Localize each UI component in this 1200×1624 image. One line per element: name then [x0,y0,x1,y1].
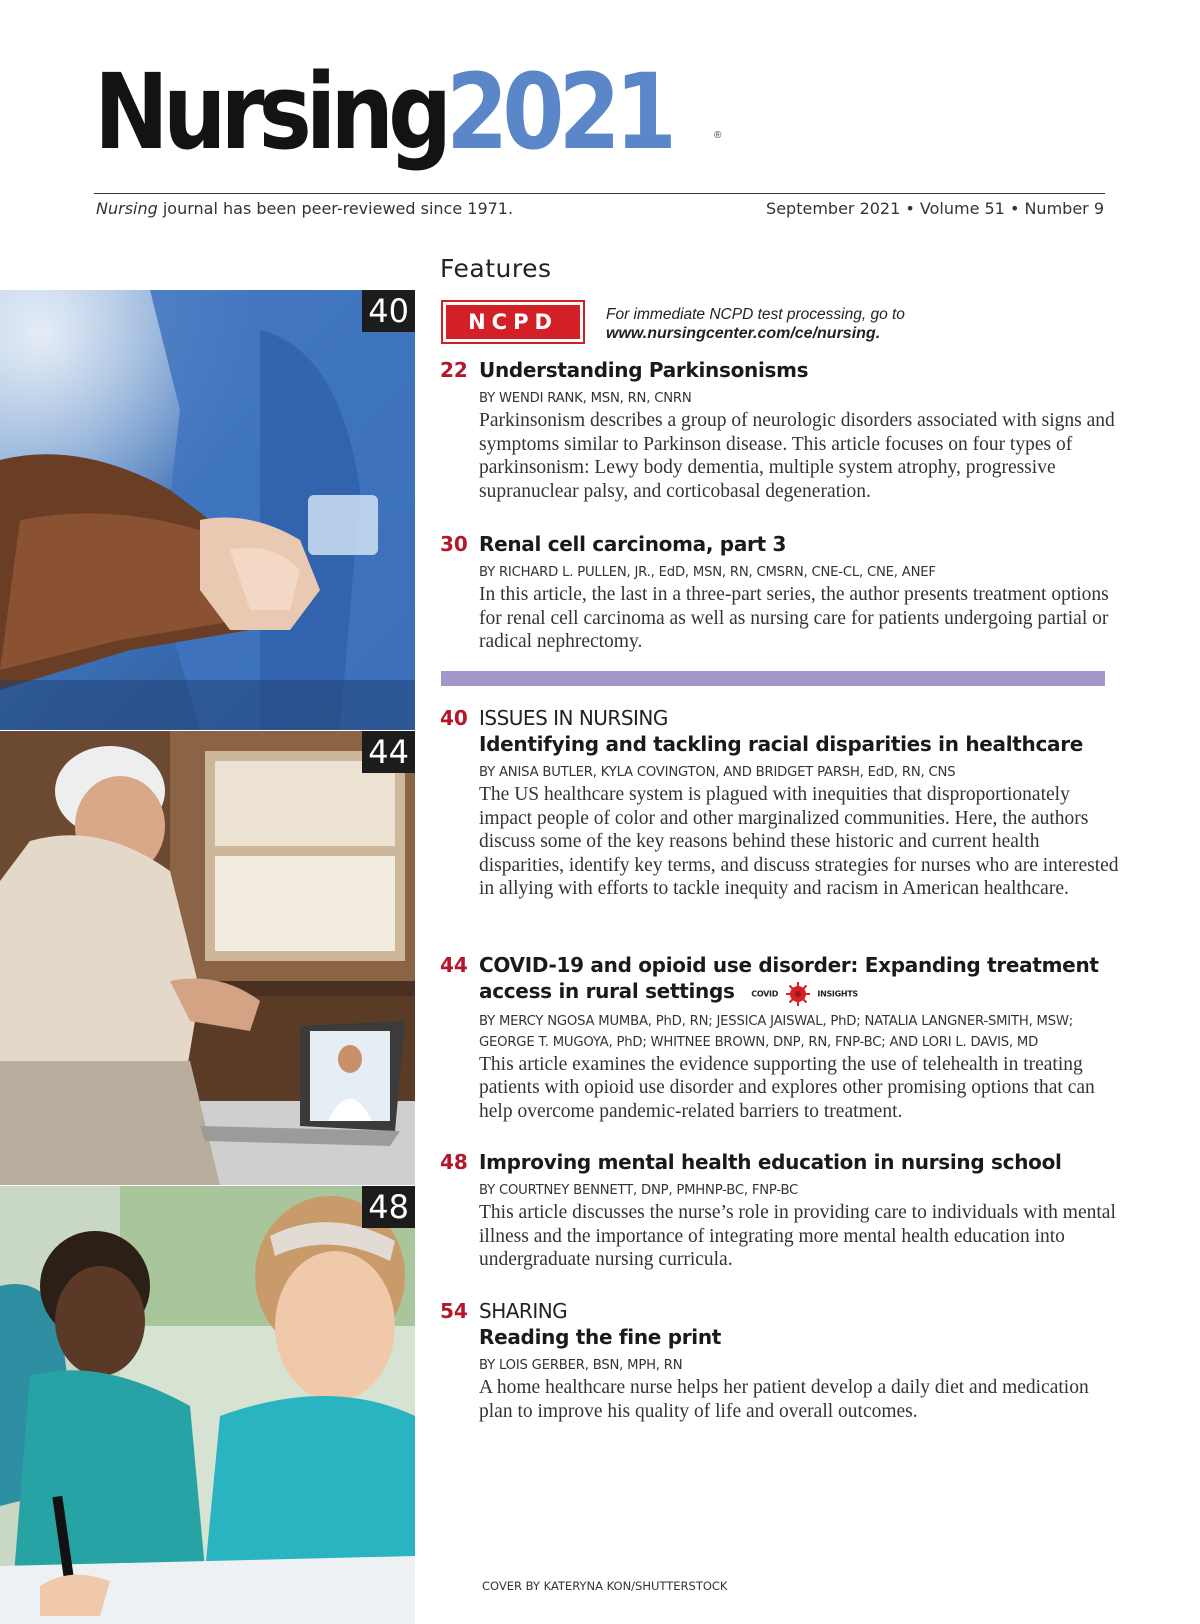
article-description: A home healthcare nurse helps her patient develop a daily diet and medication plan to improve his quality of life and overall outcomes. [479,1377,1089,1422]
article-byline: BY WENDI RANK, MSN, RN, CNRN [479,391,692,406]
logo-year: 2021 [446,51,671,173]
photo-page-number: 48 [362,1186,415,1228]
logo-wordmark [94,51,671,173]
article-entry[interactable] [440,1149,1120,1272]
section-divider [441,671,1105,686]
telehealth-laptop-photo-icon [0,731,415,1185]
article-byline: BY COURTNEY BENNETT, DNP, PMHNP-BC, FNP-BC [479,1183,799,1198]
ncpd-note-text: For immediate NCPD test processing, go to [606,306,905,323]
nursing-students-photo-icon [0,1186,415,1624]
article-byline: BY RICHARD L. PULLEN, JR., EdD, MSN, RN, CMSRN, CNE-CL, CNE, ANEF [479,565,936,580]
ncpd-url-link[interactable]: www.nursingcenter.com/ce/nursing. [606,325,881,342]
ncpd-badge [441,300,585,344]
ncpd-note [606,305,905,343]
article-title[interactable]: Improving mental health education in nursing school [479,1150,1062,1174]
article-page-number: 22 [440,358,468,382]
photo-telehealth-laptop [0,731,415,1185]
article-title-line-1[interactable]: COVID-19 and opioid use disorder: Expanding treatment [479,953,1099,977]
article-entry[interactable] [440,952,1120,1123]
article-title[interactable]: Understanding Parkinsonisms [479,358,809,382]
photo-page-number: 40 [362,290,415,332]
article-page-number: 54 [440,1299,468,1323]
covid-insights-tag [751,980,858,1006]
ncpd-badge-label: NCPD [446,305,580,339]
article-byline-line-1: BY MERCY NGOSA MUMBA, PhD, RN; JESSICA JAISWAL, PhD; NATALIA LANGNER-SMITH, MSW; [479,1013,1073,1029]
hands-holding-photo-icon [0,290,415,730]
covid-tag-right: INSIGHTS [817,989,858,998]
article-byline-line-2: GEORGE T. MUGOYA, PhD; WHITNEE BROWN, DNP, RN, FNP-BC; AND LORI L. DAVIS, MD [479,1034,1039,1050]
tagline-journal-name: Nursing [96,199,158,218]
peer-review-tagline [96,199,513,218]
cover-credit: COVER BY KATERYNA KON/SHUTTERSTOCK [482,1579,728,1593]
article-page-number: 44 [440,953,468,977]
logo-word: Nursing [94,51,447,173]
article-title[interactable]: Reading the fine print [479,1325,722,1349]
article-department: SHARING [479,1299,568,1323]
photo-nursing-students [0,1186,415,1624]
registered-mark: ® [714,130,722,141]
masthead-logo [94,51,722,180]
photo-page-number: 44 [362,731,415,773]
covid-tag-left: COVID [751,989,779,998]
features-heading: Features [440,254,552,283]
article-entry[interactable] [440,705,1120,901]
tagline-text: journal has been peer-reviewed since 1971. [157,199,514,218]
article-entry[interactable] [440,357,1120,503]
article-description: This article examines the evidence supporting the use of telehealth in treating patients with opioid use disorder and explores other promising options that can help overcome pandemic-related barriers to treatment. [479,1053,1095,1122]
photo-hands-holding [0,290,415,730]
article-page-number: 30 [440,532,468,556]
article-byline: BY ANISA BUTLER, KYLA COVINGTON, AND BRIDGET PARSH, EdD, RN, CNS [479,765,956,780]
article-entry[interactable] [440,531,1120,654]
article-title-line-2 [479,978,1120,1006]
article-description: This article discusses the nurse’s role in providing care to individuals with mental illness and the importance of integrating more mental health education into undergraduate nursing curricula. [479,1202,1116,1270]
article-description: Parkinsonism describes a group of neurologic disorders associated with signs and symptoms similar to Parkinson disease. This article focuses on four types of parkinsonism: Lewy body dementia, multiple system atrophy, progressive supranuclear palsy, and corticobasal degeneration. [479,410,1115,502]
article-title[interactable]: Identifying and tackling racial disparities in healthcare [479,732,1084,756]
article-byline [479,1011,1120,1053]
article-title[interactable]: Renal cell carcinoma, part 3 [479,532,787,556]
article-description: The US healthcare system is plagued with inequities that disproportionately impact people of color and other marginalized communities. Here, the authors discuss some of the key reasons behind these historic and current health disparities, identify key terms, and discuss strategies for nurses who are interested in allying with efforts to tackle inequity and racism in American healthcare. [479,784,1119,899]
virus-icon [785,981,811,1007]
issue-info: September 2021 • Volume 51 • Number 9 [766,199,1104,218]
article-page-number: 40 [440,706,468,730]
article-entry[interactable] [440,1298,1120,1423]
masthead-rule [94,193,1105,194]
article-description: In this article, the last in a three-part series, the author presents treatment options for renal cell carcinoma as well as nursing care for patients undergoing partial or radical nephrectomy. [479,584,1109,652]
article-page-number: 48 [440,1150,468,1174]
article-byline: BY LOIS GERBER, BSN, MPH, RN [479,1358,683,1373]
article-title-line-2-text[interactable]: access in rural settings [479,979,735,1003]
article-department: ISSUES IN NURSING [479,706,668,730]
